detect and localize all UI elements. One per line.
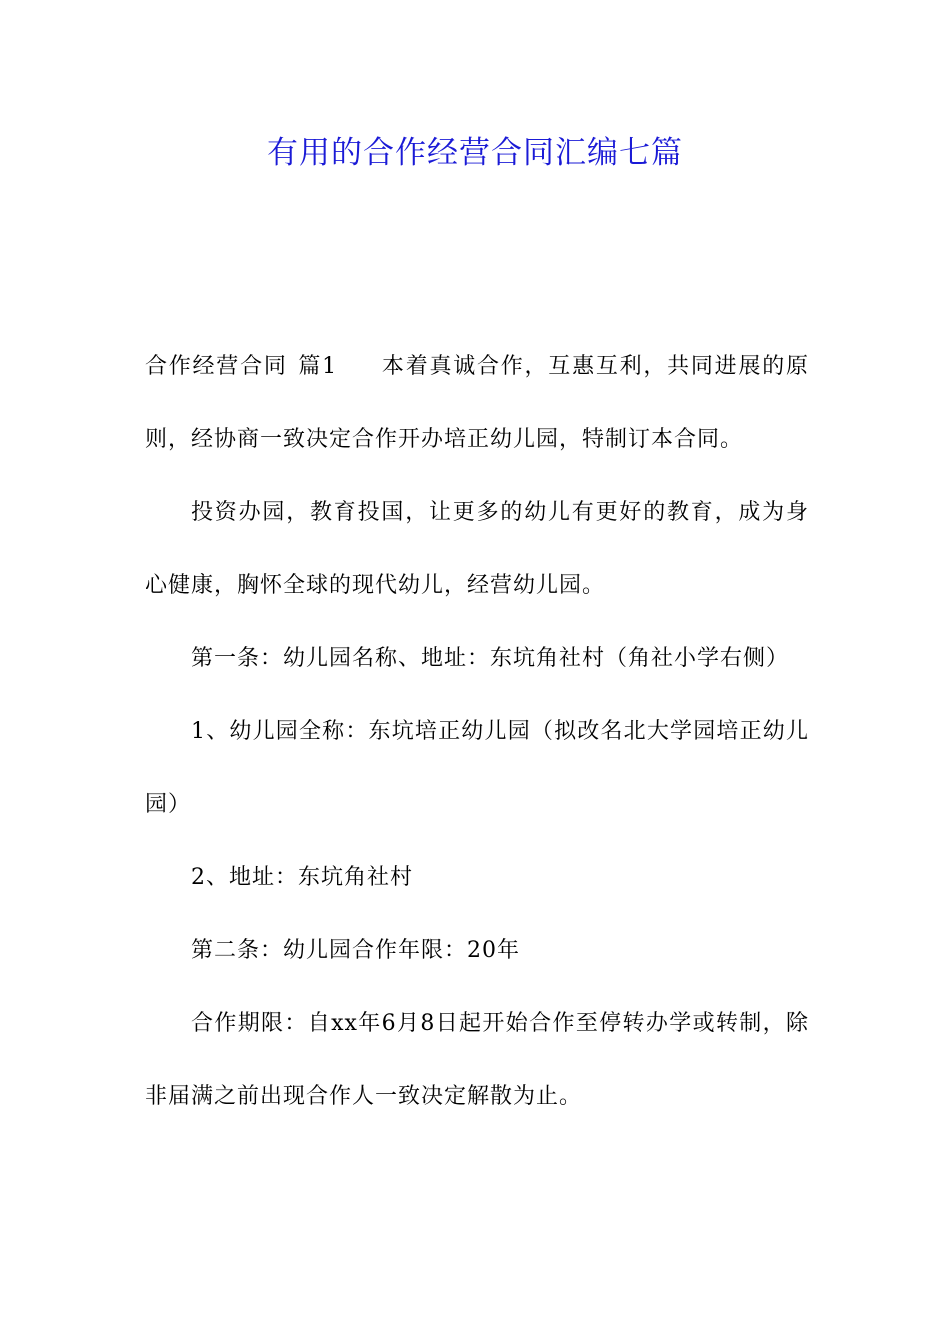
- paragraph-text: 本着真诚合作，互惠互利，共同进展的原则，经协商一致决定合作开办培正幼儿园，特制订本合同。: [145, 354, 809, 452]
- paragraph-4: 1、幼儿园全称：东坑培正幼儿园（拟改名北大学园培正幼儿园）: [145, 719, 809, 817]
- paragraph-1: [145, 330, 809, 476]
- paragraph-2: 投资办园，教育投国，让更多的幼儿有更好的教育，成为身心健康，胸怀全球的现代幼儿，经营幼儿园。: [145, 500, 809, 598]
- paragraph-7: 合作期限：自xx年6月8日起开始合作至停转办学或转制，除非届满之前出现合作人一致决定解散为止。: [145, 1011, 809, 1109]
- document-body: [145, 330, 809, 1133]
- document-title: 有用的合作经营合同汇编七篇: [267, 135, 683, 171]
- paragraph-3: 第一条：幼儿园名称、地址：东坑角社村（角社小学右侧）: [191, 646, 790, 671]
- section-heading: 合作经营合同: [145, 354, 288, 379]
- paragraph-5: 2、地址：东坑角社村: [191, 865, 413, 890]
- section-number: 篇1: [297, 354, 338, 379]
- paragraph-6: 第二条：幼儿园合作年限：20年: [191, 938, 520, 963]
